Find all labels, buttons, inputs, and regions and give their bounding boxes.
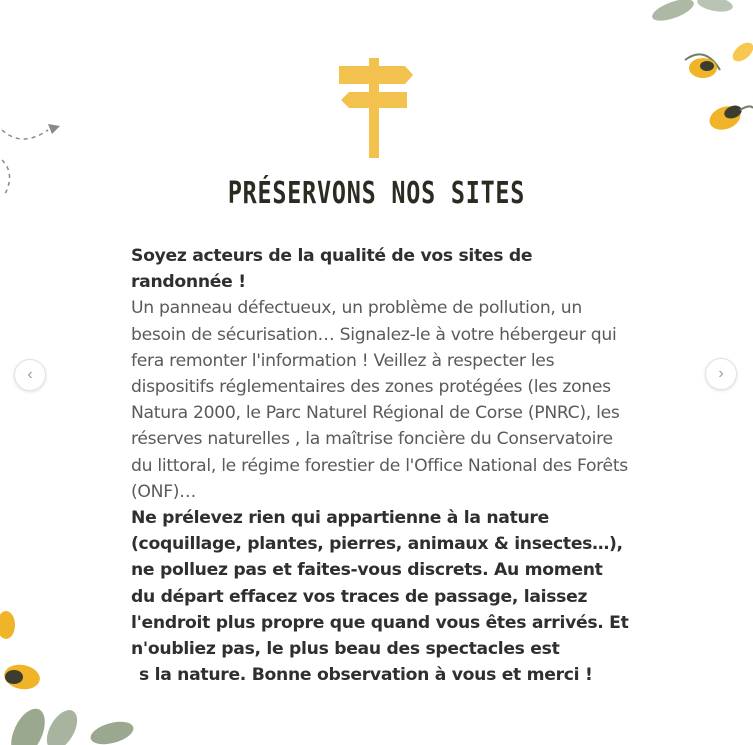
paragraph-report: Un panneau défectueux, un problème de pollution, un besoin de sécurisation… Signalez-le à votre hébergeur qui fera remonter l'information ! Veillez à respecter les dispositifs réglementaires des zones protégées (les zones Natura 2000, le Parc Naturel Régional de Corse (PNRC), les réserves naturelles , la maîtrise foncière du Conservatoire du littoral, le régime forestier de l'Office National des Forêts (ONF)… [131, 298, 628, 502]
floral-decoration-top-right [615, 0, 753, 150]
carousel-prev-button[interactable] [14, 359, 46, 391]
paragraph-intro: Soyez acteurs de la qualité de vos sites de randonnée ! [131, 246, 533, 293]
paragraph-nature: Ne prélevez rien qui appartienne à la nature (coquillage, plantes, pierres, animaux & insectes…), ne polluez pas et faites-vous discrets. Au moment du départ effacez vos traces de passage, laissez l'endroit plus propre que quand vous êtes arrivés. Et n'oubliez pas, le plus beau des spectacles est [131, 508, 629, 660]
chevron-right-icon: › [718, 365, 724, 382]
floral-decoration-bottom-left [0, 605, 140, 745]
dashed-arrow-decoration [0, 120, 70, 200]
carousel-next-button[interactable] [705, 358, 737, 390]
chevron-left-icon: ‹ [27, 366, 33, 383]
signpost-icon [335, 58, 415, 158]
post-title: PRÉSERVONS NOS SITES [227, 176, 526, 211]
paragraph-closing: s la nature. Bonne observation à vous et merci ! [139, 665, 593, 686]
post-body [131, 243, 631, 688]
